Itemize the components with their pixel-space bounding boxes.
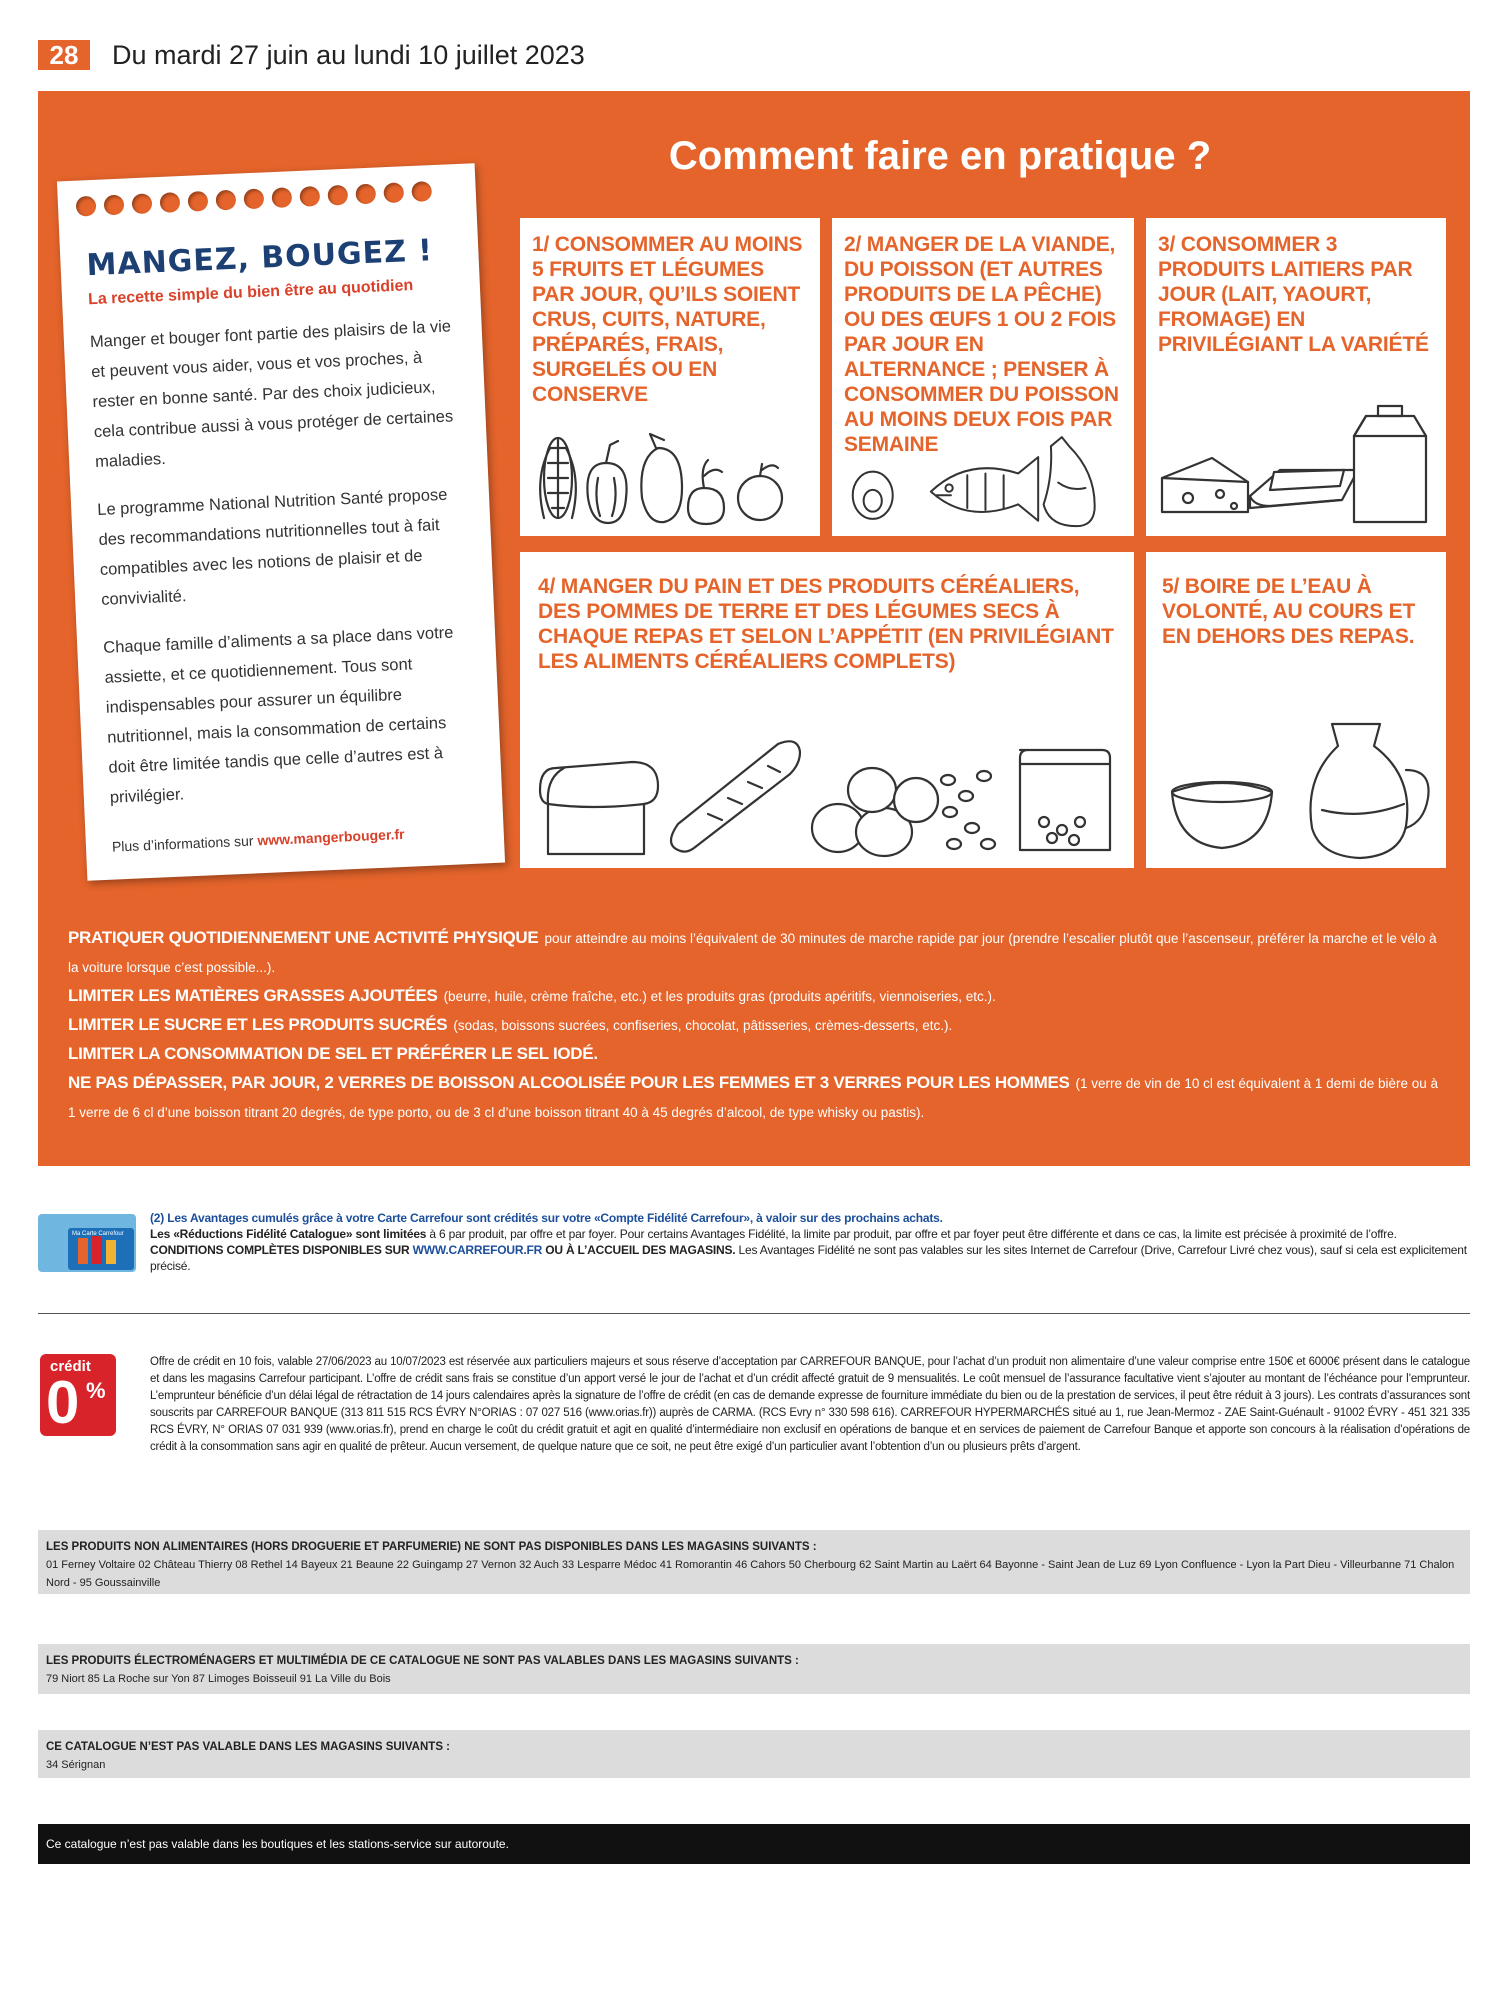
recommendation-title: NE PAS DÉPASSER, PAR JOUR, 2 VERRES DE BOISSON ALCOOLISÉE POUR LES FEMMES ET 3 VERRES POUR LES HOMMES: [68, 1073, 1070, 1092]
spiral-hole: [160, 192, 181, 213]
carrefour-card-image: [38, 1214, 136, 1272]
practice-heading: Comment faire en pratique ?: [668, 134, 1212, 178]
credit-word: crédit: [50, 1358, 91, 1375]
mangerbouger-link[interactable]: www.mangerbouger.fr: [257, 825, 405, 849]
spiral-hole: [76, 196, 97, 217]
recommendation-item: [68, 924, 1448, 982]
bread-potatoes-beans-illustration: [528, 740, 1126, 860]
loyalty-limit-strong: Les «Réductions Fidélité Catalogue» sont limitées: [150, 1227, 427, 1241]
spiral-hole: [215, 190, 236, 211]
note-subtitle: La recette simple du bien être au quotidien: [87, 277, 414, 309]
section-divider: [38, 1313, 1470, 1314]
spiral-hole: [411, 181, 432, 202]
loyalty-line-3: [150, 1242, 1470, 1274]
credit-zero: 0: [46, 1369, 80, 1436]
store-exclusion-non-food: [38, 1530, 1470, 1594]
note-paragraph: Chaque famille d’aliments a sa place dans votre assiette, et ce quotidiennement. Tous sont indispensables pour assurer un équilibre nutritionnel, mais la consommation de certains doit être limitée tandis que celle d’autres est à privilégier.: [102, 623, 454, 807]
note-title: MANGEZ, BOUGEZ !: [85, 233, 434, 284]
loyalty-section: [38, 1210, 1470, 1280]
note-paragraph: Manger et bouger font partie des plaisirs de la vie et peuvent vous aider, vous et vos proches, à rester en bonne santé. Par des choix judicieux, cela contribue aussi à vous protéger de certaines maladies.: [89, 317, 454, 472]
page-number: 28: [38, 40, 90, 70]
credit-percent: %: [86, 1378, 106, 1403]
spiral-hole: [243, 188, 264, 209]
band-text: 79 Niort 85 La Roche sur Yon 87 Limoges Boisseuil 91 La Ville du Bois: [46, 1673, 391, 1685]
tip-text: 2/ MANGER DE LA VIANDE, DU POISSON (ET AUTRES PRODUITS DE LA PÊCHE) OU DES ŒUFS 1 OU 2 FOIS PAR JOUR EN ALTERNANCE ; PENSER À CONSOMMER DU POISSON AU MOINS DEUX FOIS PAR SEMAINE: [844, 233, 1119, 456]
band-text: 01 Ferney Voltaire 02 Château Thierry 08 Rethel 14 Bayeux 21 Beaune 22 Guingamp 27 Vernon 32 Auch 33 Lesparre Médoc 41 Romorantin 46 Cahors 50 Cherbourg 62 Saint Martin au Laërt 64 Bayonne - Saint Jean de Luz 69 Lyon Confluence - Lyon la Part Dieu - Villeurbanne 71 Chalon Nord - 95 Goussainville: [46, 1559, 1455, 1589]
tip-card-fruits-vegetables: [520, 218, 820, 536]
recommendation-detail: (beurre, huile, crème fraîche, etc.) et les produits gras (produits apéritifs, viennoiseries, etc.).: [443, 989, 996, 1004]
store-exclusion-appliances: [38, 1644, 1470, 1694]
recommendation-item: [68, 1040, 1448, 1069]
tip-card-cereals: [520, 552, 1134, 868]
card-label: Ma Carte Carrefour: [72, 1231, 124, 1237]
spiral-hole: [299, 186, 320, 207]
bowl-jug-illustration: [1154, 710, 1438, 860]
store-exclusion-catalogue: [38, 1730, 1470, 1778]
conditions-strong: CONDITIONS COMPLÈTES DISPONIBLES SUR: [150, 1243, 413, 1257]
recommendation-title: LIMITER LES MATIÈRES GRASSES AJOUTÉES: [68, 986, 438, 1005]
recommendation-item: [68, 1069, 1448, 1127]
band-title: CE CATALOGUE N’EST PAS VALABLE DANS LES MAGASINS SUIVANTS :: [46, 1741, 451, 1753]
recommendation-item: [68, 1011, 1448, 1040]
band-title: LES PRODUITS NON ALIMENTAIRES (HORS DROGUERIE ET PARFUMERIE) NE SONT PAS DISPONIBLES DANS LES MAGASINS SUIVANTS :: [46, 1541, 817, 1553]
page-header: [38, 40, 585, 70]
band-text: 34 Sérignan: [46, 1759, 106, 1771]
note-more-info: [112, 823, 480, 855]
spiral-hole: [327, 185, 348, 206]
recommendation-detail: (sodas, boissons sucrées, confiseries, chocolat, pâtisseries, crèmes-desserts, etc.).: [453, 1018, 953, 1033]
egg-fish-ham-illustration: [840, 428, 1100, 528]
band-title: LES PRODUITS ÉLECTROMÉNAGERS ET MULTIMÉDIA DE CE CATALOGUE NE SONT PAS VALABLES DANS LES MAGASINS SUIVANTS :: [46, 1655, 799, 1667]
recommendations-list: [68, 924, 1448, 1127]
spiral-holes: [76, 181, 433, 217]
conditions-strong-2: OU À L’ACCUEIL DES MAGASINS.: [542, 1243, 736, 1257]
credit-legal-text: Offre de crédit en 10 fois, valable 27/06/2023 au 10/07/2023 est réservée aux particuliers majeurs et sous réserve d’acceptation par CARREFOUR BANQUE, pour l’achat d’un produit non alimentaire d’une valeur comprise entre 150€ et 6000€ présent dans le catalogue et dans les magasins Carrefour participant. L’offre de crédit sans frais se constitue d’un apport versé le jour de l’achat et d’un crédit affecté gratuit de 9 mensualités. Le coût mensuel de l’assurance facultative vient s’ajouter au montant de l’échéance pour l’emprunteur. L’emprunteur bénéficie d’un délai légal de rétractation de 14 jours calendaires après la signature de l’offre de crédit (en cas de demande expresse de fourniture immédiate du bien ou de la prestation de services, il peut être réduit à 3 jours). Les contrats d’assurances sont souscrits par CARREFOUR BANQUE (313 811 515 RCS ÉVRY N°ORIAS : 07 027 516 (www.orias.fr)) auprès de CARMA. (RCS Evry n° 330 598 616). CARREFOUR HYPERMARCHÉS situé au 1, rue Jean-Mermoz - ZAE Saint-Guénault - 91002 ÉVRY - 451 321 335 RCS ÉVRY, N° ORIAS 07 031 939 (www.orias.fr), prend en charge le coût du crédit gratuit et agit en qualité d’intermédiaire non exclusif en opérations de banque et en services de paiement de Carrefour Banque et apporte son concours à la réalisation d’opérations de crédit à la consommation sans agir en qualité de prêteur. Aucun versement, de quelque nature que ce soit, ne peut être exigé d’un particulier avant l’obtention d’un ou plusieurs prêts d’argent.: [150, 1356, 1470, 1453]
fruits-vegetables-illustration: [528, 418, 812, 528]
tip-text: 4/ MANGER DU PAIN ET DES PRODUITS CÉRÉALIERS, DES POMMES DE TERRE ET DES LÉGUMES SECS À CHAQUE REPAS ET SELON L’APPÉTIT (EN PRIVILÉGIANT LES ALIMENTS CÉRÉALIERS COMPLETS): [538, 575, 1114, 673]
tip-text: 3/ CONSOMMER 3 PRODUITS LAITIERS PAR JOUR (LAIT, YAOURT, FROMAGE) EN PRIVILÉGIANT LA VARIÉTÉ: [1158, 233, 1429, 356]
tip-text: 1/ CONSOMMER AU MOINS 5 FRUITS ET LÉGUMES PAR JOUR, QU’ILS SOIENT CRUS, CUITS, NATURE, PRÉPARÉS, FRAIS, SURGELÉS OU EN CONSERVE: [532, 233, 803, 406]
spiral-hole: [271, 187, 292, 208]
loyalty-line-2: [150, 1226, 1470, 1242]
motorway-notice: [38, 1824, 1470, 1864]
loyalty-limit-text: à 6 par produit, par offre et par foyer. Pour certains Avantages Fidélité, la limite par produit, par offre et par foyer peut être différente et dans ce cas, la limite est précisée à proximité de l’offre.: [426, 1227, 1397, 1241]
tip-card-dairy: [1146, 218, 1446, 536]
recommendation-detail: (1 verre de vin de 10 cl est équivalent à 1 demi de bière ou à 1 verre de 6 cl d’une boisson titrant 20 degrés, de type porto, ou de 3 cl d’une boisson titrant 40 à 45 degrés d’alcool, de type whisky ou pastis).: [68, 1076, 1439, 1120]
conditions-text: Les Avantages Fidélité ne sont pas valables sur les sites Internet de Carrefour (Drive, Carrefour Livré chez vous), sauf si cela est explicitement précisé.: [150, 1243, 1467, 1273]
loyalty-line-1: (2) Les Avantages cumulés grâce à votre Carte Carrefour sont crédités sur votre «Compte Fidélité Carrefour», à valoir sur des prochains achats.: [150, 1211, 943, 1225]
credit-zero-percent-logo: [40, 1354, 116, 1436]
note-more-prefix: Plus d’informations sur: [111, 832, 258, 855]
spiral-hole: [104, 195, 125, 216]
note-card: [57, 163, 505, 881]
spiral-hole: [132, 193, 153, 214]
loyalty-text: [150, 1210, 1470, 1274]
tip-text: 5/ BOIRE DE L’EAU À VOLONTÉ, AU COURS ET EN DEHORS DES REPAS.: [1162, 575, 1416, 648]
recommendation-title: LIMITER LE SUCRE ET LES PRODUITS SUCRÉS: [68, 1015, 448, 1034]
carrefour-site-link[interactable]: WWW.CARREFOUR.FR: [412, 1243, 543, 1257]
motorway-notice-text: Ce catalogue n’est pas valable dans les boutiques et les stations-service sur autoroute.: [46, 1837, 509, 1851]
tip-card-meat-fish-eggs: [832, 218, 1134, 536]
note-paragraph: Le programme National Nutrition Santé propose des recommandations nutritionnelles tout à fait compatibles avec les notions de plaisir et de convivialité.: [96, 485, 448, 609]
spiral-hole: [383, 182, 404, 203]
recommendation-item: [68, 982, 1448, 1011]
recommendation-title: LIMITER LA CONSOMMATION DE SEL ET PRÉFÉRER LE SEL IODÉ.: [68, 1044, 598, 1063]
tip-card-water: [1146, 552, 1446, 868]
cheese-butter-milk-illustration: [1154, 398, 1438, 528]
spiral-hole: [355, 184, 376, 205]
recommendation-title: PRATIQUER QUOTIDIENNEMENT UNE ACTIVITÉ PHYSIQUE: [68, 928, 539, 947]
date-range: Du mardi 27 juin au lundi 10 juillet 2023: [112, 39, 585, 70]
spiral-hole: [188, 191, 209, 212]
recommendation-detail: pour atteindre au moins l’équivalent de 30 minutes de marche rapide par jour (prendre l’escalier plutôt que l’ascenseur, préférer la marche et le vélo à la voiture lorsque c’est possible...).: [68, 931, 1437, 975]
